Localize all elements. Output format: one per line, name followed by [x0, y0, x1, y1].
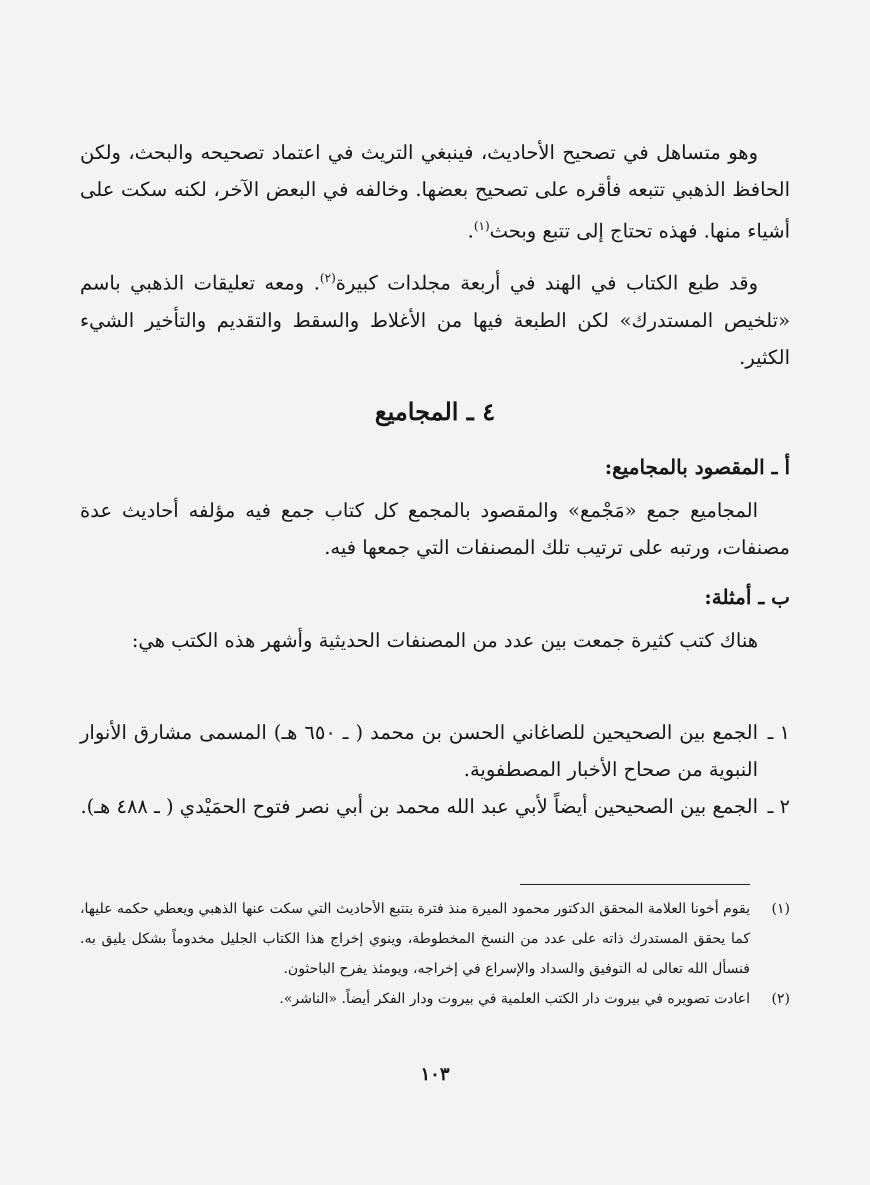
footnote-ref-1: (١): [473, 219, 490, 233]
paragraph-3-text: المجاميع جمع «مَجْمع» والمقصود بالمجمع كل كتاب جمع فيه مؤلفه أحاديث عدة مصنفات، ورتبه على ترتيب تلك المصنفات التي جمعها فيه.: [80, 499, 790, 559]
footnote: [80, 894, 790, 984]
footnote-number: (١): [771, 901, 790, 917]
section-title: ٤ ـ المجاميع: [374, 397, 496, 426]
paragraph-1-end: .: [467, 219, 474, 243]
subheading-a: [80, 450, 790, 484]
list-item: [80, 714, 790, 788]
footnote-number: (٢): [771, 991, 790, 1007]
paragraph-2-text-a: وقد طبع الكتاب في الهند في أربعة مجلدات كبيرة: [335, 271, 758, 295]
footnote-text: يقوم أخونا العلامة المحقق الدكتور محمود الميرة منذ فترة بتتبع الأحاديث التي سكت عنها الذهبي ويعطي حكمه عليها، كما يحقق المستدرك ذاته على عدد من النسخ المخطوطة، وينوي إخراج هذا الكتاب الجليل مخدوماً بشكل يليق به. فنسأل الله تعالى له التوفيق والسداد والإسراع في إخراجه، ويومئذ يفرح الباحثون.: [80, 901, 750, 977]
list-item-text: الجمع بين الصحيحين للصاغاني الحسن بن محمد ( ـ ٦٥٠ هـ) المسمى مشارق الأنوار النبوية من صحاح الأخبار المصطفوية.: [80, 721, 759, 781]
paragraph-2: [80, 260, 790, 376]
paragraph-4: [80, 622, 790, 659]
list-item-number: ١ ـ: [767, 721, 790, 744]
footnote-ref-2: (٢): [319, 271, 336, 285]
footnote-text: اعادت تصويره في بيروت دار الكتب العلمية في بيروت ودار الفكر أيضاً. «الناشر».: [279, 991, 750, 1007]
page-number: ١٠٣: [420, 1064, 450, 1085]
footnote-divider: [520, 884, 750, 885]
subheading-b: [80, 580, 790, 614]
footnotes: [80, 894, 790, 1014]
subheading-a-text: أ ـ المقصود بالمجاميع:: [604, 455, 790, 479]
examples-list: [80, 714, 790, 825]
footnote: [80, 984, 790, 1014]
paragraph-4-text: هناك كتب كثيرة جمعت بين عدد من المصنفات الحديثية وأشهر هذه الكتب هي:: [131, 629, 758, 652]
list-item-number: ٢ ـ: [767, 795, 790, 818]
list-item-text: الجمع بين الصحيحين أيضاً لأبي عبد الله محمد بن أبي نصر فتوح الحمَيْدي ( ـ ٤٨٨ هـ).: [80, 795, 758, 818]
paragraph-2-text-b: . ومعه تعليقات الذهبي باسم «تلخيص المستدرك» لكن الطبعة فيها من الأغلاط والسقط والتقديم والتأخير الشيء الكثير.: [80, 271, 790, 369]
subheading-b-text: ب ـ أمثلة:: [704, 585, 790, 609]
list-item: [80, 788, 790, 825]
paragraph-1-text: وهو متساهل في تصحيح الأحاديث، فينبغي التريث في اعتماد تصحيحه والبحث، ولكن الحافظ الذهبي تتبعه فأقره على تصحيح بعضها. وخالفه في البعض الآخر، لكنه سكت على أشياء منها. فهذه تحتاج إلى تتبع وبحث: [80, 141, 790, 243]
paragraph-1: [80, 134, 790, 250]
paragraph-3: [80, 492, 790, 566]
